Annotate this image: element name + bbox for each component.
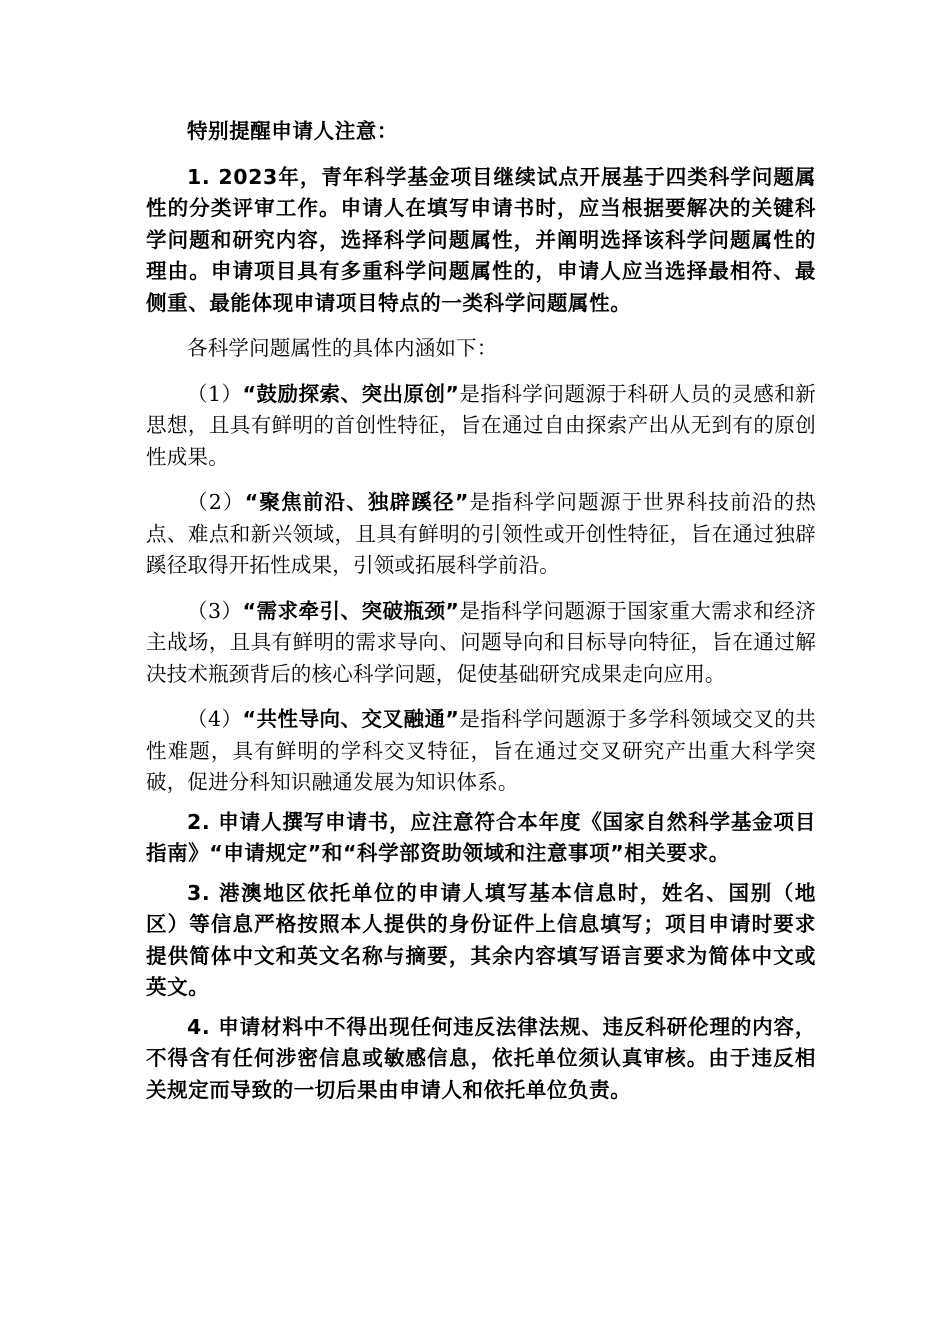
attribute-term: “鼓励探索、突出原创” <box>242 381 460 406</box>
notice-item-1: 1. 2023年，青年科学基金项目继续试点开展基于四类科学问题属性的分类评审工作。申请人在填写申请书时，应当根据要解决的关键科学问题和研究内容，选择科学问题属性，并阐明选择该科学问题属性的理由。申请项目具有多重科学问题属性的，申请人应当选择最相符、最侧重、最能体现申请项目特点的一类科学问题属性。 <box>146 164 816 315</box>
attribute-number: （1） <box>187 381 243 406</box>
notice-item-3: 3. 港澳地区依托单位的申请人填写基本信息时，姓名、国别（地区）等信息严格按照本人提供的身份证件上信息填写；项目申请时要求提供简体中文和英文名称与摘要，其余内容填写语言要求为简体中文或英文。 <box>146 880 816 999</box>
attribute-description: 是指科学问题源于科研人员的灵感和新思想，且具有鲜明的首创性特征，旨在通过自由探索产出从无到有的原创性成果。 <box>146 381 816 469</box>
attribute-term: “聚焦前沿、独辟蹊径” <box>244 490 469 514</box>
notice-item-2: 2. 申请人撰写申请书，应注意符合本年度《国家自然科学基金项目指南》“申请规定”和“科学部资助领域和注意事项”相关要求。 <box>146 809 816 865</box>
attribute-number: （4） <box>187 707 243 731</box>
attribute-description: 是指科学问题源于多学科领域交叉的共性难题，具有鲜明的学科交叉特征，旨在通过交叉研究产出重大科学突破，促进分科知识融通发展为知识体系。 <box>146 707 816 794</box>
notice-body <box>146 116 816 1106</box>
attribute-number: （2） <box>187 490 245 514</box>
attribute-description: 是指科学问题源于国家重大需求和经济主战场，且具有鲜明的需求导向、问题导向和目标导向特征，旨在通过解决技术瓶颈背后的核心科学问题，促使基础研究成果走向应用。 <box>146 598 816 686</box>
attribute-number: （3） <box>187 598 243 623</box>
attribute-term: “需求牵引、突破瓶颈” <box>242 598 460 623</box>
attribute-item-2 <box>146 487 816 582</box>
notice-heading: 特别提醒申请人注意： <box>187 119 398 143</box>
attribute-item-1 <box>146 379 816 474</box>
attribute-item-4 <box>146 704 816 799</box>
attribute-item-3 <box>146 596 816 691</box>
attribute-description: 是指科学问题源于世界科技前沿的热点、难点和新兴领域，且具有鲜明的引领性或开创性特征，旨在通过独辟蹊径取得开拓性成果，引领或拓展科学前沿。 <box>146 490 816 577</box>
attribute-term: “共性导向、交叉融通” <box>242 707 460 731</box>
notice-item-4: 4. 申请材料中不得出现任何违反法律法规、违反科研伦理的内容，不得含有任何涉密信息或敏感信息，依托单位须认真审核。由于违反相关规定而导致的一切后果由申请人和依托单位负责。 <box>146 1014 816 1102</box>
attributes-intro: 各科学问题属性的具体内涵如下： <box>187 336 498 360</box>
